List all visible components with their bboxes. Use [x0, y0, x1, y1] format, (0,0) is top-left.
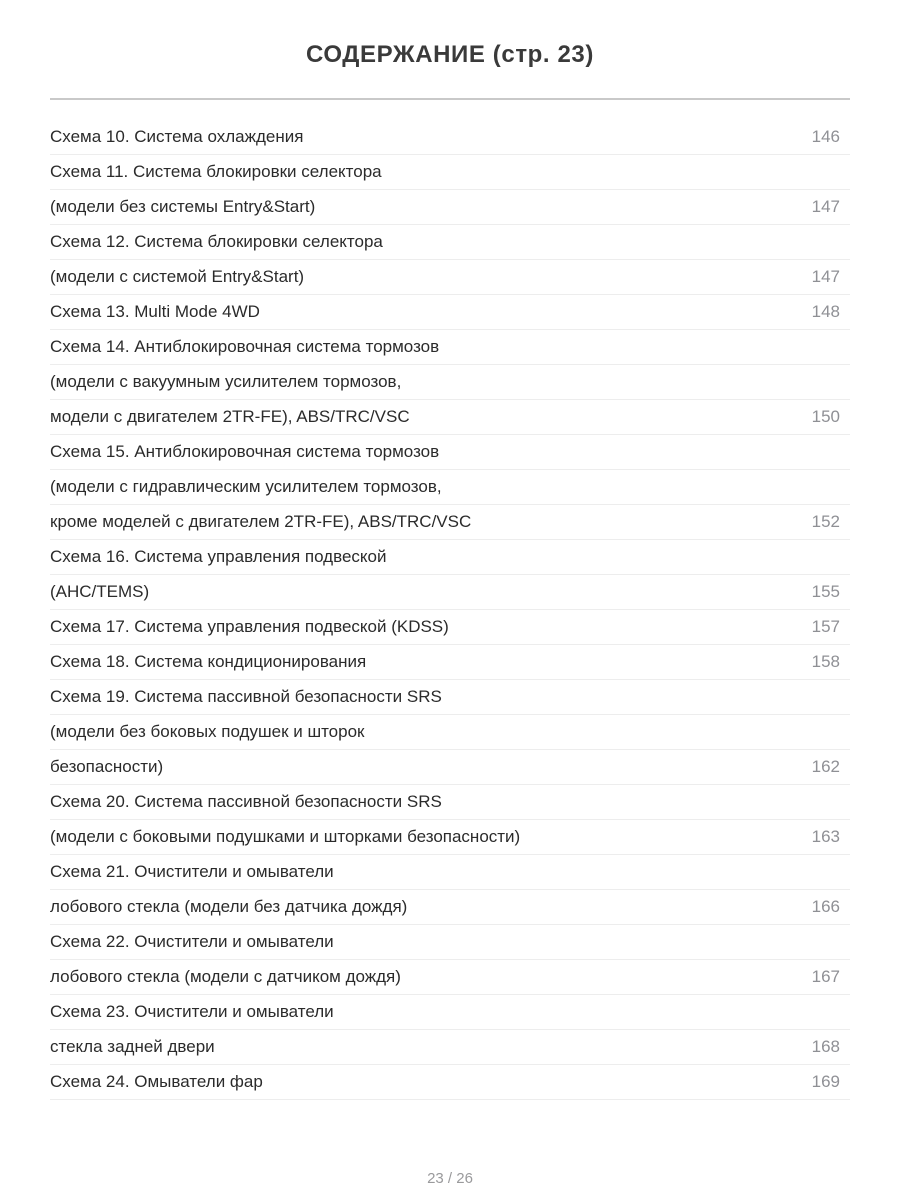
toc-row[interactable]	[50, 785, 850, 820]
toc-entry-page: 155	[811, 582, 840, 601]
toc-row[interactable]	[50, 155, 850, 190]
toc-row[interactable]	[50, 855, 850, 890]
header-divider	[50, 98, 850, 100]
toc-entry-text: Схема 13. Multi Mode 4WD	[50, 302, 260, 321]
toc-entry-text: кроме моделей с двигателем 2TR-FE), ABS/TRC/VSC	[50, 512, 472, 531]
toc-entry-text: безопасности)	[50, 757, 164, 776]
toc-entry-page: 147	[811, 197, 840, 216]
toc-entry-text: (модели с боковыми подушками и шторками безопасности)	[50, 827, 521, 846]
toc-row[interactable]	[50, 610, 850, 645]
toc-entry-text: модели с двигателем 2TR-FE), ABS/TRC/VSC	[50, 407, 410, 426]
toc-row[interactable]	[50, 715, 850, 750]
toc-entry-text: Схема 24. Омыватели фар	[50, 1072, 263, 1091]
toc-entry-page: 147	[811, 267, 840, 286]
toc-entry-text: Схема 15. Антиблокировочная система тормозов	[50, 442, 440, 461]
toc-entry-text: Схема 16. Система управления подвеской	[50, 547, 387, 566]
toc-row[interactable]	[50, 750, 850, 785]
toc-entry-text: Схема 12. Система блокировки селектора	[50, 232, 383, 251]
toc-row[interactable]	[50, 400, 850, 435]
toc-row[interactable]	[50, 190, 850, 225]
toc-row[interactable]	[50, 330, 850, 365]
toc-row[interactable]	[50, 435, 850, 470]
toc-entry-page: 166	[811, 897, 840, 916]
toc-entry-text: лобового стекла (модели без датчика дождя)	[50, 897, 408, 916]
toc-row[interactable]	[50, 1030, 850, 1065]
toc-row[interactable]	[50, 505, 850, 540]
toc-entry-text: Схема 11. Система блокировки селектора	[50, 162, 382, 181]
toc-entry-text: Схема 17. Система управления подвеской (KDSS)	[50, 617, 449, 636]
toc-entry-text: стекла задней двери	[50, 1037, 215, 1056]
toc-entry-page: 146	[811, 127, 840, 146]
toc-entry-page: 168	[811, 1037, 840, 1056]
toc-row[interactable]	[50, 295, 850, 330]
toc-row[interactable]	[50, 470, 850, 505]
toc-entry-page: 148	[811, 302, 840, 321]
toc-entry-text: Схема 20. Система пассивной безопасности SRS	[50, 792, 442, 811]
toc-entry-text: (модели с гидравлическим усилителем тормозов,	[50, 477, 442, 496]
toc-entry-text: Схема 10. Система охлаждения	[50, 127, 304, 146]
toc-row[interactable]	[50, 365, 850, 400]
toc-row[interactable]	[50, 960, 850, 995]
toc-entry-text: Схема 14. Антиблокировочная система тормозов	[50, 337, 440, 356]
toc-list	[50, 120, 850, 1100]
toc-entry-text: Схема 22. Очистители и омыватели	[50, 932, 334, 951]
toc-entry-text: (модели без боковых подушек и шторок	[50, 722, 365, 741]
toc-row[interactable]	[50, 225, 850, 260]
toc-row[interactable]	[50, 260, 850, 295]
toc-entry-page: 162	[811, 757, 840, 776]
toc-row[interactable]	[50, 680, 850, 715]
toc-entry-text: лобового стекла (модели с датчиком дождя)	[50, 967, 401, 986]
toc-entry-page: 157	[811, 617, 840, 636]
toc-entry-page: 150	[811, 407, 840, 426]
toc-entry-page: 152	[811, 512, 840, 531]
toc-entry-page: 169	[811, 1072, 840, 1091]
toc-row[interactable]	[50, 890, 850, 925]
toc-entry-text: Схема 21. Очистители и омыватели	[50, 862, 334, 881]
page-number-indicator: 23 / 26	[427, 1170, 473, 1187]
toc-row[interactable]	[50, 1065, 850, 1100]
toc-row[interactable]	[50, 120, 850, 155]
toc-entry-text: (модели с вакуумным усилителем тормозов,	[50, 372, 402, 391]
toc-entry-text: Схема 19. Система пассивной безопасности SRS	[50, 687, 442, 706]
toc-entry-page: 158	[811, 652, 840, 671]
toc-entry-text: (модели без системы Entry&Start)	[50, 197, 316, 216]
toc-entry-page: 163	[811, 827, 840, 846]
toc-row[interactable]	[50, 925, 850, 960]
toc-row[interactable]	[50, 540, 850, 575]
toc-row[interactable]	[50, 820, 850, 855]
toc-entry-text: (модели с системой Entry&Start)	[50, 267, 305, 286]
toc-entry-page: 167	[811, 967, 840, 986]
page-title: СОДЕРЖАНИЕ (стр. 23)	[306, 41, 594, 68]
toc-entry-text: (AHC/TEMS)	[50, 582, 150, 601]
toc-row[interactable]	[50, 575, 850, 610]
toc-row[interactable]	[50, 645, 850, 680]
toc-row[interactable]	[50, 995, 850, 1030]
toc-entry-text: Схема 18. Система кондиционирования	[50, 652, 367, 671]
toc-entry-text: Схема 23. Очистители и омыватели	[50, 1002, 334, 1021]
